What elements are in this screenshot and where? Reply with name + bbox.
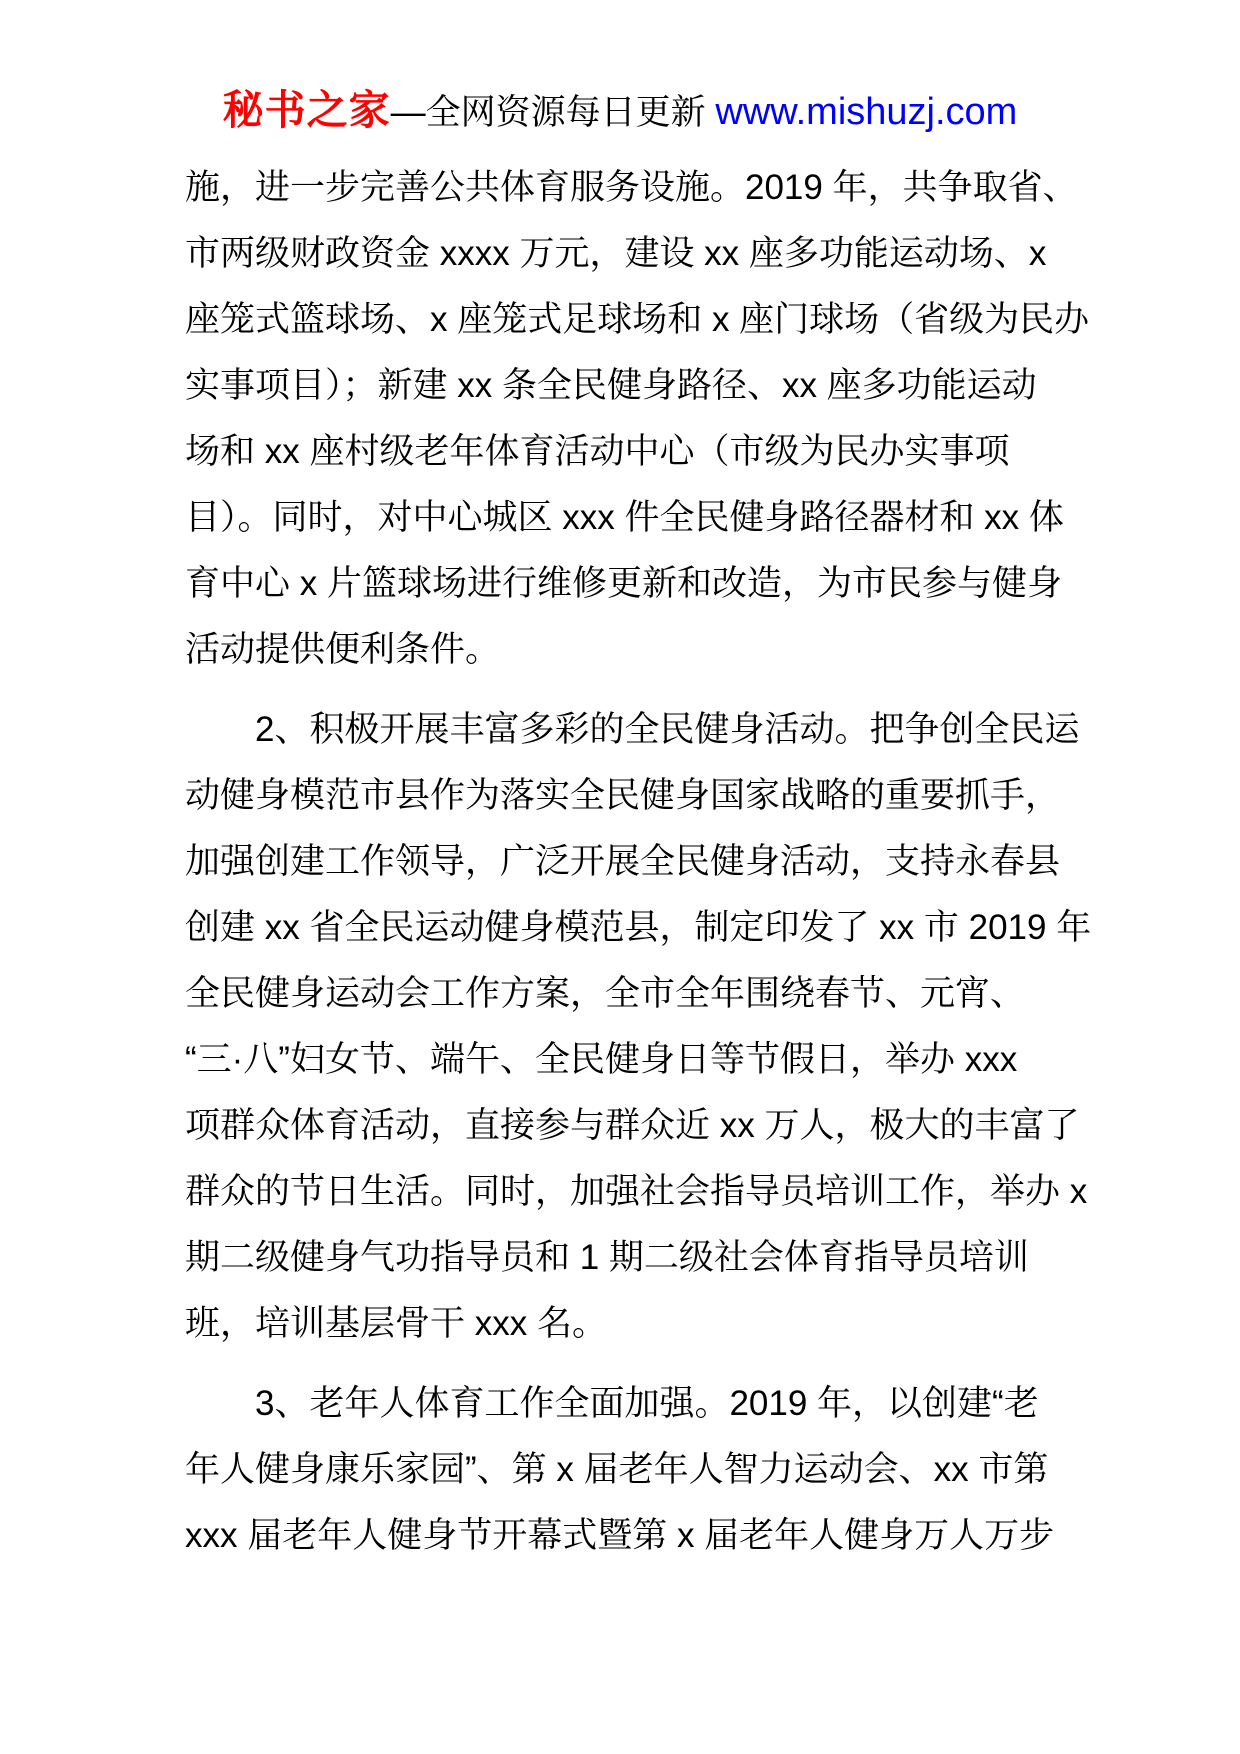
text-line: 期二级健身气功指导员和 1 期二级社会体育指导员培训 <box>185 1238 1029 1277</box>
text-line: 班，培训基层骨干 xxx 名。 <box>185 1304 607 1343</box>
text-line: 场和 xx 座村级老年体育活动中心（市级为民办实事项 <box>185 432 1010 471</box>
site-brand: 秘书之家 <box>222 87 391 133</box>
text-line: 群众的节日生活。同时，加强社会指导员培训工作，举办 x <box>185 1172 1088 1211</box>
text-line: 目）。同时，对中心城区 xxx 件全民健身路径器材和 xx 体 <box>185 498 1064 537</box>
text-line: 活动提供便利条件。 <box>185 630 501 669</box>
text-line: 3、老年人体育工作全面加强。2019 年，以创建“老 <box>255 1384 1039 1423</box>
text-line: “三·八”妇女节、端午、全民健身日等节假日，举办 xxx <box>185 1040 1018 1079</box>
text-line: 年人健身康乐家园”、第 x 届老年人智力运动会、xx 市第 <box>185 1450 1049 1489</box>
text-line: 创建 xx 省全民运动健身模范县，制定印发了 xx 市 2019 年 <box>185 908 1092 947</box>
text-line: 项群众体育活动，直接参与群众近 xx 万人，极大的丰富了 <box>185 1106 1080 1145</box>
paragraph <box>185 155 1090 683</box>
text-line: 座笼式篮球场、x 座笼式足球场和 x 座门球场（省级为民办 <box>185 300 1090 339</box>
text-line: 2、积极开展丰富多彩的全民健身活动。把争创全民运 <box>255 710 1080 749</box>
text-line: 加强创建工作领导，广泛开展全民健身活动，支持永春县 <box>185 842 1061 881</box>
text-line: 实事项目）；新建 xx 条全民健身路径、xx 座多功能运动 <box>185 366 1037 405</box>
text-line: 市两级财政资金 xxxx 万元，建设 xx 座多功能运动场、x <box>185 234 1047 273</box>
text-line: 育中心 x 片篮球场进行维修更新和改造，为市民参与健身 <box>185 564 1062 603</box>
document-body <box>185 155 1092 1583</box>
paragraph <box>185 1371 1085 1569</box>
site-header <box>0 84 1240 146</box>
paragraph <box>185 697 1092 1357</box>
text-line: 全民健身运动会工作方案，全市全年围绕春节、元宵、 <box>185 974 1026 1013</box>
text-line: 施，进一步完善公共体育服务设施。2019 年，共争取省、 <box>185 168 1078 207</box>
site-url-link[interactable]: www.mishuzj.com <box>715 91 1018 133</box>
site-tagline: —全网资源每日更新 <box>390 93 716 132</box>
text-line: 动健身模范市县作为落实全民健身国家战略的重要抓手， <box>185 776 1061 815</box>
text-line: xxx 届老年人健身节开幕式暨第 x 届老年人健身万人万步 <box>185 1516 1055 1555</box>
